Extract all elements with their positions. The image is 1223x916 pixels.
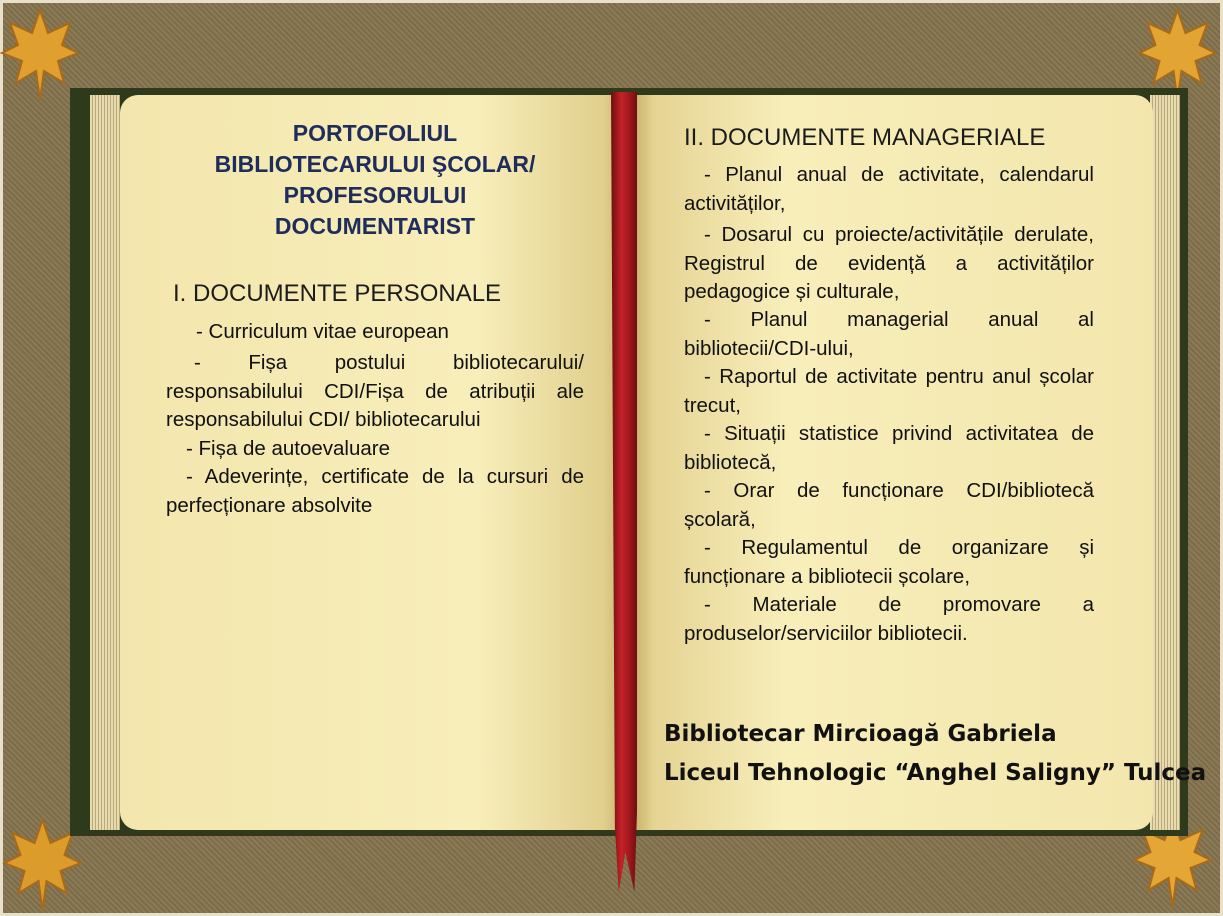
list-item: - Materiale de promovare a produselor/serviciilor bibliotecii. <box>684 593 1094 645</box>
title-line: PORTOFOLIUL <box>292 120 458 146</box>
page-edges-left <box>90 95 120 830</box>
list-item: - Fișa de autoevaluare <box>186 437 390 460</box>
list-item: - Raportul de activitate pentru anul școlar trecut, <box>684 365 1094 417</box>
section-heading-personal: I. DOCUMENTE PERSONALE <box>173 280 502 307</box>
list-item: - Regulamentul de organizare și funcționare a bibliotecii școlare, <box>684 536 1094 588</box>
section-heading-managerial: II. DOCUMENTE MANAGERIALE <box>684 124 1046 151</box>
maple-leaf-icon <box>0 5 80 105</box>
list-item: - Orar de funcționare CDI/bibliotecă școlară, <box>684 479 1094 531</box>
title-line: PROFESORULUI <box>283 182 467 208</box>
list-item: - Situații statistice privind activitatea de bibliotecă, <box>684 422 1094 474</box>
list-item: - Dosarul cu proiecte/activitățile derulate, Registrul de evidență a activităților pedagogice și culturale, <box>684 223 1094 303</box>
list-item: - Planul managerial anual al bibliotecii/CDI-ului, <box>684 308 1094 360</box>
credit-school: Liceul Tehnologic “Anghel Saligny” Tulcea <box>664 760 1207 786</box>
list-item: - Planul anual de activitate, calendarul activităților, <box>684 163 1094 215</box>
page-title <box>170 118 580 242</box>
list-item: - Fișa postului bibliotecarului/ responsabilului CDI/Fișa de atribuții ale responsabilului CDI/ bibliotecarului <box>166 351 584 431</box>
bookmark-ribbon <box>611 92 637 892</box>
list-item: - Adeverințe, certificate de la cursuri de perfecționare absolvite <box>166 465 584 517</box>
title-line: DOCUMENTARIST <box>274 213 476 239</box>
author-credit <box>664 715 1206 793</box>
title-line: BIBLIOTECARULUI ŞCOLAR/ <box>214 151 536 177</box>
credit-name: Bibliotecar Mircioagă Gabriela <box>664 721 1057 747</box>
list-item: - Curriculum vitae european <box>196 320 449 343</box>
